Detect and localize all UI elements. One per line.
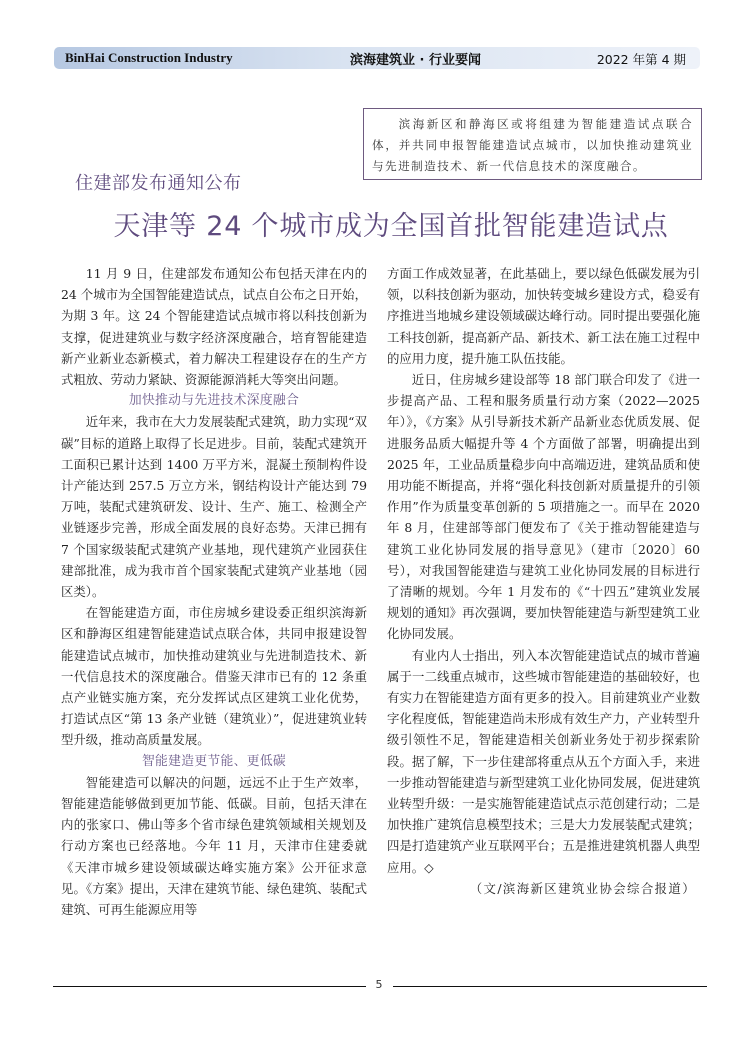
summary-box — [363, 108, 702, 180]
paragraph: 方面工作成效显著，在此基础上，要以绿色低碳发展为引领，以科技创新为驱动，加快转变城乡建设方式，稳妥有序推进当地城乡建设领域碳达峰行动。同时提出要强化施工科技创新，提高新产品、新技术、新工法在施工过程中的应用力度，提升施工队伍技能。 — [387, 266, 700, 366]
summary-text: 滨海新区和静海区或将组建为智能建造试点联合体，并共同申报智能建造试点城市，以加快推动建筑业与先进制造技术、新一代信息技术的深度融合。 — [372, 117, 693, 173]
paragraph: 在智能建造方面，市住房城乡建设委正组织滨海新区和静海区组建智能建造试点联合体，共同申报建设智能建造试点城市，加快推动建筑业与先进制造技术、新一代信息技术的深度融合。借鉴天津市已有的 12 条重点产业链实施方案，充分发挥试点区建筑工业化优势，打造试点区“第 13 条产业链（建筑业）”，促进建筑业转型升级，推动高质量发展。 — [61, 605, 367, 748]
article-title: 天津等 24 个城市成为全国首批智能建造试点 — [113, 211, 669, 242]
paragraph: 近年来，我市在大力发展装配式建筑，助力实现“双碳”目标的道路上取得了长足进步。目前，装配式建筑开工面积已累计达到 1400 万平方米，混凝土预制构件设计产能达到 257.5 万立方米，钢结构设计产能达到 79 万吨，装配式建筑研发、设计、生产、施工、检测全产业链逐步完善，形成全面发展的良好态势。天津已拥有 7 个国家级装配式建筑产业基地，现代建筑产业园获住建部批准，成为我市首个国家装配式建筑产业基地（园区类）。 — [61, 414, 367, 600]
section-heading: 加快推动与先进技术深度融合 — [128, 393, 300, 409]
paragraph: 智能建造可以解决的问题，远远不止于生产效率，智能建造能够做到更加节能、低碳。目前，包括天津在内的张家口、佛山等多个省市绿色建筑领域相关规划及行动方案也已经落地。今年 11 月，天津市住建委就《天津市城乡建设领域碳达峰实施方案》公开征求意见。《方案》提出，天津在建筑节能、绿色建筑、装配式建筑、可再生能源应用等 — [61, 774, 367, 918]
issue-number: 2022 年第 4 期 — [596, 52, 686, 67]
publication-name: BinHai Construction Industry — [65, 50, 233, 65]
article-credit: （文/滨海新区建筑业协会综合报道） — [469, 880, 696, 896]
paragraph: 近日，住房城乡建设部等 18 部门联合印发了《进一步提高产品、工程和服务质量行动方案（2022—2025 年）》，《方案》从引导新技术新产品新业态优质发展、促进服务品质大幅提升等 4 个方面做了部署，明确提出到 2025 年，工业品质量稳步向中高端迈进，建筑品质和使用功能不断提高，并将“强化科技创新对质量提升的引领作用”作为质量变革创新的 5 项措施之一。而早在 2020 年 8 月，住建部等部门便发布了《关于推动智能建造与建筑工业化协同发展的指导意见》（建市〔2020〕60 号），对我国智能建造与建筑工业化协同发展的目标进行了清晰的规划。今年 1 月发布的《“十四五”建筑业发展规划的通知》再次强调，要加快智能建造与新型建筑工业化协同发展。 — [387, 372, 700, 642]
section-heading: 智能建造更节能、更低碳 — [141, 753, 287, 769]
running-header — [54, 47, 700, 69]
footer-rule-right — [393, 986, 707, 987]
paragraph: 有业内人士指出，列入本次智能建造试点的城市普遍属于一二线重点城市，这些城市智能建造的基础较好，也有实力在智能建造方面有更多的投入。目前建筑业产业数字化程度低，智能建造尚未形成有效生产力，产业转型升级引领性不足，智能建造相关创新业务处于初步探索阶段。据了解，下一步住建部将重点从五个方面入手，来进一步推动智能建造与新型建筑工业化协同发展，促进建筑业转型升级：一是实施智能建造试点示范创建行动；二是加快推广建筑信息模型技术；三是大力发展装配式建筑；四是打造建筑产业互联网平台；五是推进建筑机器人典型应用。◇ — [387, 647, 700, 875]
right-column — [387, 263, 700, 899]
paragraph: 11 月 9 日，住建部发布通知公布包括天津在内的 24 个城市为全国智能建造试点，试点自公布之日开始，为期 3 年。这 24 个智能建造试点城市将以科技创新为支撑，促进建筑业与数字经济深度融合，培育智能建造新产业新业态新模式，着力解决工程建设存在的生产方式粗放、劳动力紧缺、资源能源消耗大等突出问题。 — [61, 266, 367, 388]
article-subtitle: 住建部发布通知公布 — [75, 173, 242, 194]
page-number: 5 — [375, 978, 383, 991]
section-name: 滨海建筑业 · 行业要闻 — [350, 53, 481, 68]
footer-rule-left — [53, 986, 366, 987]
left-column — [61, 263, 367, 920]
